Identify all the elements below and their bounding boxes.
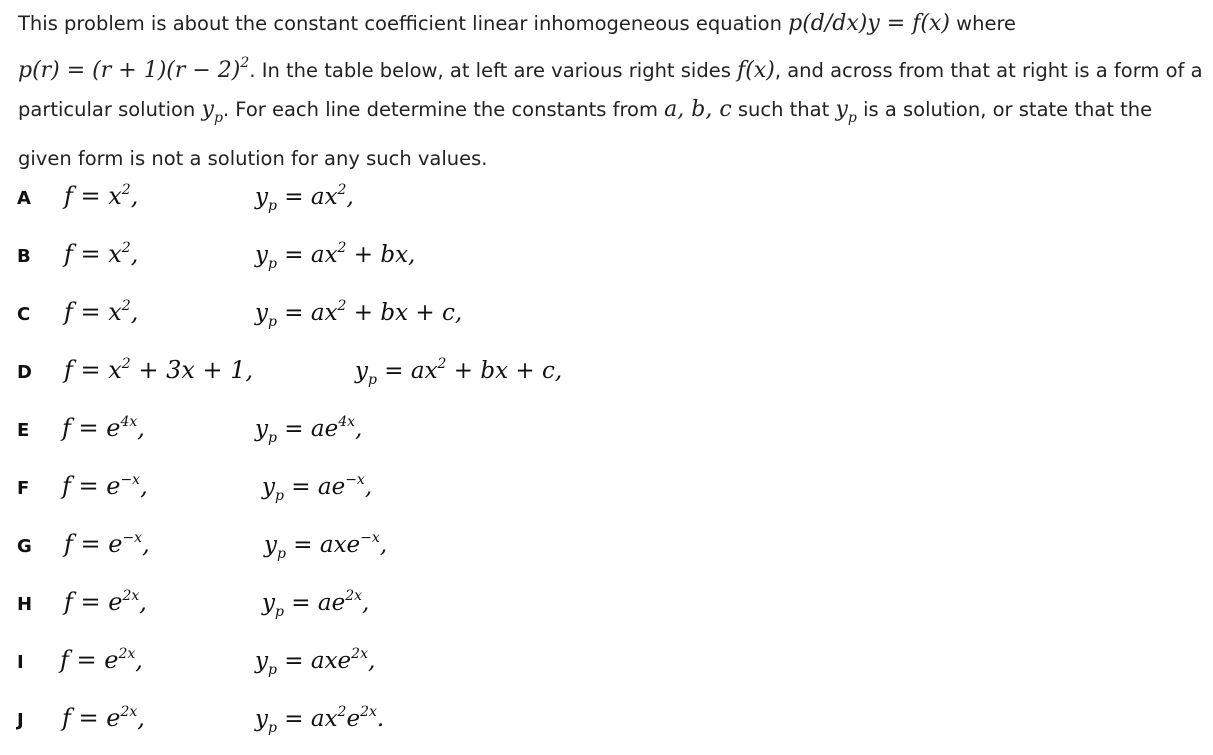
ode-equation: p(d/dx)y = f(x): [788, 11, 950, 36]
particular-solution-symbol: $y_p$: [201, 97, 223, 126]
row-label: A: [17, 188, 31, 209]
row-right-side: $f = e^{2x}$,: [60, 646, 143, 674]
row-label: D: [17, 362, 32, 383]
row-particular-solution: $y_p = ae^{-x}$,: [262, 472, 373, 504]
table-row: [0, 530, 1213, 570]
table-row: [0, 414, 1213, 454]
table-row: [0, 356, 1213, 396]
problem-statement: [18, 4, 1208, 178]
row-right-side: $f = x^2$,: [64, 298, 139, 326]
row-right-side: $f = e^{4x}$,: [62, 414, 145, 442]
intro-text-3: . In the table below, at left are various right sides: [249, 58, 731, 82]
row-particular-solution: $y_p = axe^{-x}$,: [264, 530, 388, 562]
intro-text-2: where: [956, 12, 1017, 35]
row-label: B: [17, 246, 31, 267]
right-side-fx: f(x): [737, 57, 775, 83]
constants-abc: a, b, c: [664, 97, 732, 122]
row-particular-solution: $y_p = ae^{2x}$,: [262, 588, 370, 620]
table-row: [0, 182, 1213, 222]
particular-solution-symbol-2: $y_p$: [835, 97, 857, 126]
intro-text-7: is a solution, or state that the given form is not a solution for any such values.: [18, 98, 1153, 170]
row-label: G: [17, 536, 32, 557]
row-particular-solution: $y_p = ax^2$ + bx,: [255, 240, 416, 272]
table-row: [0, 472, 1213, 512]
row-particular-solution: $y_p = ax^2$ + bx + c,: [255, 298, 463, 330]
characteristic-polynomial: $p(r) = (r + 1)(r - 2)^2$: [18, 54, 250, 83]
table-row: [0, 240, 1213, 280]
row-right-side: $f = e^{-x}$,: [62, 472, 148, 500]
table-row: [0, 704, 1213, 744]
row-right-side: $f = x^2$,: [64, 182, 139, 210]
intro-text-4: , and across from that at right is a form of a particular solution: [18, 58, 1203, 121]
row-right-side: $f = e^{-x}$,: [64, 530, 150, 558]
table-row: [0, 646, 1213, 686]
row-label: F: [17, 478, 30, 499]
row-particular-solution: $y_p = axe^{2x}$,: [255, 646, 376, 678]
row-right-side: $f = e^{2x}$,: [64, 588, 147, 616]
table-row: [0, 298, 1213, 338]
row-particular-solution: $y_p = ax^2$ + bx + c,: [355, 356, 563, 388]
row-right-side: $f = x^2 + 3x + 1$,: [64, 356, 254, 384]
intro-text-1: This problem is about the constant coefficient linear inhomogeneous equation: [18, 12, 782, 35]
row-right-side: $f = e^{2x}$,: [62, 704, 145, 732]
row-right-side: $f = x^2$,: [64, 240, 139, 268]
row-label: C: [17, 304, 31, 325]
table-row: [0, 588, 1213, 628]
row-label: J: [17, 710, 24, 731]
intro-text-6: such that: [737, 98, 830, 121]
row-label: I: [17, 652, 24, 673]
row-label: E: [17, 420, 30, 441]
row-particular-solution: $y_p = ae^{4x}$,: [255, 414, 363, 446]
row-label: H: [17, 594, 33, 615]
row-particular-solution: $y_p = ax^2$,: [255, 182, 354, 214]
intro-text-5: . For each line determine the constants from: [222, 98, 658, 121]
row-particular-solution: $y_p = ax^2e^{2x}$.: [255, 704, 385, 736]
